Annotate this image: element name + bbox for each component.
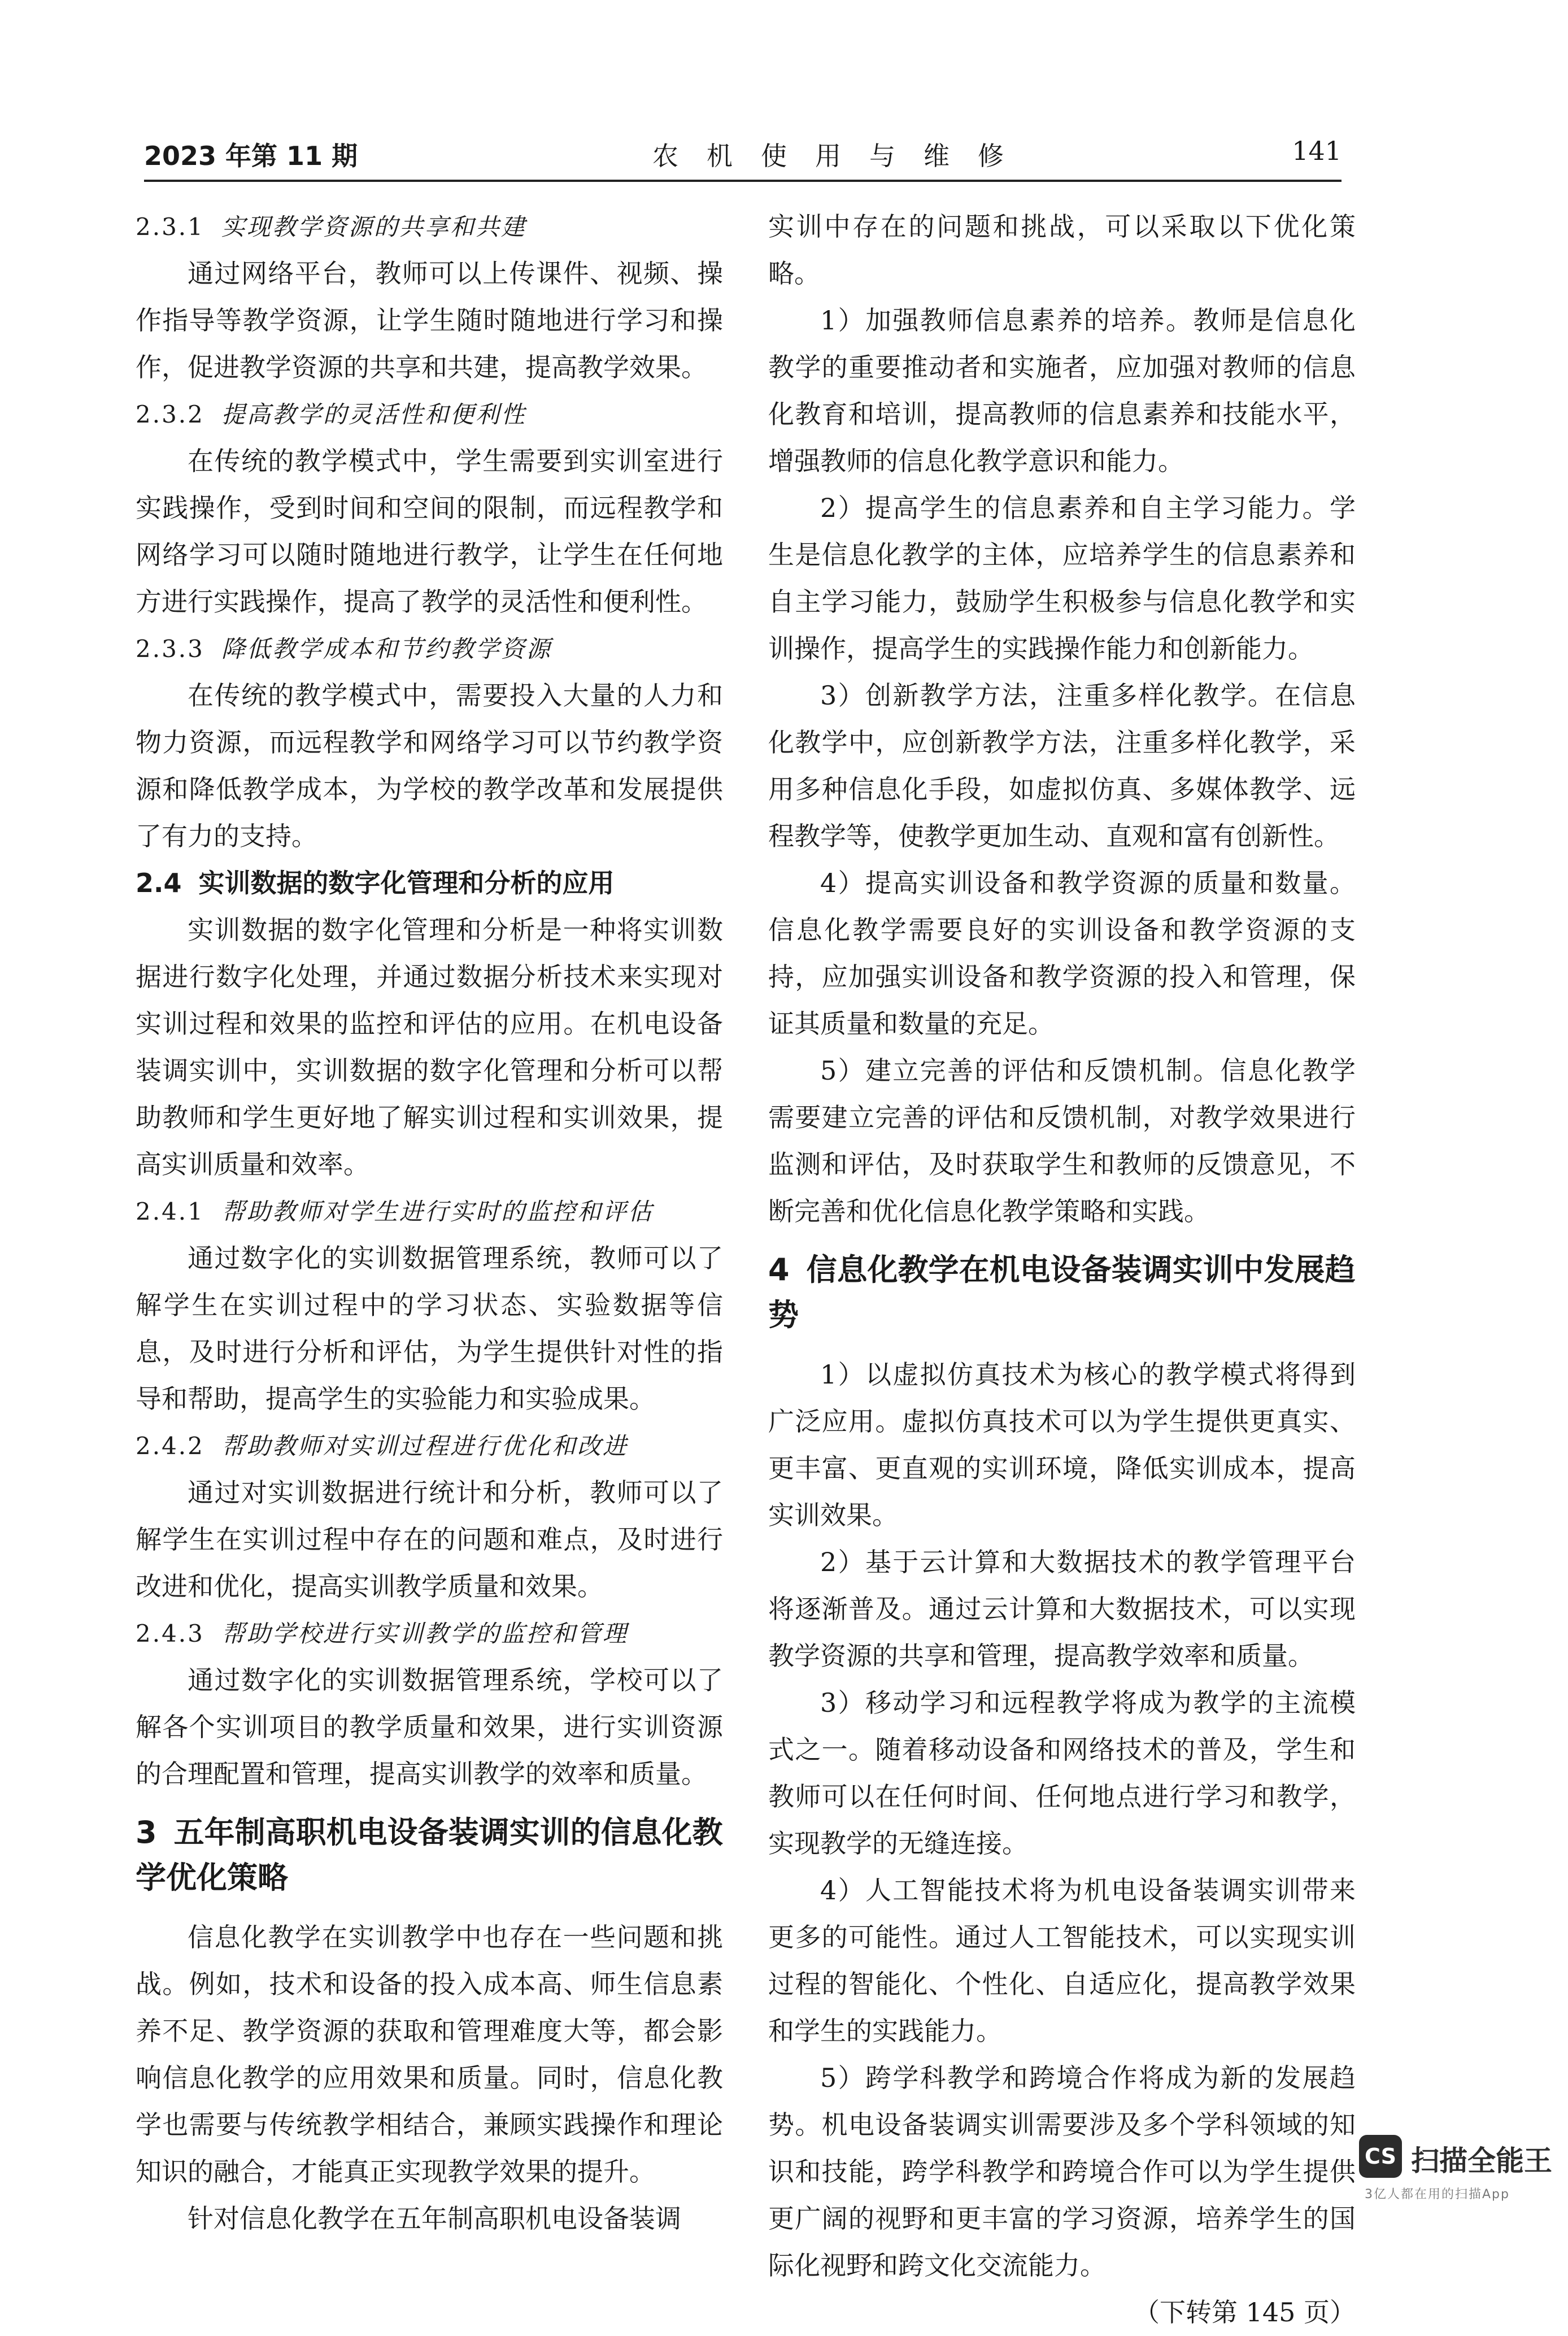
list-item: 1）加强教师信息素养的培养。教师是信息化教学的重要推动者和实施者，应加强对教师的信息化教育和培训，提高教师的信息素养和技能水平，增强教师的信息化教学意识和能力。 (768, 305, 1356, 476)
right-column (768, 203, 1356, 2336)
header-rule (144, 180, 1341, 182)
list-item: 4）提高实训设备和教学资源的质量和数量。信息化教学需要良好的实训设备和教学资源的支持，应加强实训设备和教学资源的投入和管理，保证其质量和数量的充足。 (768, 868, 1356, 1039)
list-item: 4）人工智能技术将为机电设备装调实训带来更多的可能性。通过人工智能技术，可以实现实训过程的智能化、个性化、自适应化，提高教学效果和学生的实践能力。 (768, 1875, 1356, 2046)
left-column (136, 203, 723, 2242)
chapter-heading: 3 五年制高职机电设备装调实训的信息化教学优化策略 (136, 1815, 723, 1895)
paragraph: 针对信息化教学在五年制高职机电设备装调 (188, 2203, 681, 2234)
section-heading: 2.4.3 帮助学校进行实训教学的监控和管理 (136, 1620, 628, 1647)
section-heading: 2.4.1 帮助教师对学生进行实时的监控和评估 (136, 1198, 654, 1225)
paragraph: 通过数字化的实训数据管理系统，学校可以了解各个实训项目的教学质量和效果，进行实训资源的合理配置和管理，提高实训教学的效率和质量。 (136, 1665, 723, 1789)
journal-title: 农机使用与维修 (652, 141, 1032, 171)
paragraph: 实训数据的数字化管理和分析是一种将实训数据进行数字化处理，并通过数据分析技术来实现对实训过程和效果的监控和评估的应用。在机电设备装调实训中，实训数据的数字化管理和分析可以帮助教师和学生更好地了解实训过程和实训效果，提高实训质量和效率。 (136, 915, 723, 1180)
list-item: 5）建立完善的评估和反馈机制。信息化教学需要建立完善的评估和反馈机制，对教学效果进行监测和评估，及时获取学生和教师的反馈意见，不断完善和优化信息化教学策略和实践。 (768, 1055, 1356, 1226)
paragraph: 在传统的教学模式中，需要投入大量的人力和物力资源，而远程教学和网络学习可以节约教学资源和降低教学成本，为学校的教学改革和发展提供了有力的支持。 (136, 680, 723, 851)
cs-logo-icon: CS (1359, 2135, 1402, 2178)
section-heading: 2.3.1 实现教学资源的共享和共建 (136, 213, 526, 241)
watermark-name: 扫描全能王 (1411, 2144, 1552, 2177)
paragraph: 通过对实训数据进行统计和分析，教师可以了解学生在实训过程中存在的问题和难点，及时进行改进和优化，提高实训教学质量和效果。 (136, 1477, 723, 1602)
issue-label: 2023 年第 11 期 (144, 141, 358, 171)
section-heading: 2.3.3 降低教学成本和节约教学资源 (136, 635, 552, 663)
section-heading: 2.4.2 帮助教师对实训过程进行优化和改进 (136, 1432, 628, 1460)
list-item: 5）跨学科教学和跨境合作将成为新的发展趋势。机电设备装调实训需要涉及多个学科领域的知识和技能，跨学科教学和跨境合作可以为学生提供更广阔的视野和更丰富的学习资源，培养学生的国际化视野和跨文化交流能力。 （下转第 145 页） (768, 2055, 1356, 2289)
chapter-heading: 4 信息化教学在机电设备装调实训中发展趋势 (768, 1252, 1356, 1333)
list-item: 2）提高学生的信息素养和自主学习能力。学生是信息化教学的主体，应培养学生的信息素养和自主学习能力，鼓励学生积极参与信息化教学和实训操作，提高学生的实践操作能力和创新能力。 (768, 493, 1356, 664)
page-number: 141 (1292, 136, 1341, 166)
continued-note: （下转第 145 页） (1133, 2297, 1356, 2328)
list-item: 2）基于云计算和大数据技术的教学管理平台将逐渐普及。通过云计算和大数据技术，可以实现教学资源的共享和管理，提高教学效率和质量。 (768, 1547, 1356, 1671)
list-item: 1）以虚拟仿真技术为核心的教学模式将得到广泛应用。虚拟仿真技术可以为学生提供更真实、更丰富、更直观的实训环境，降低实训成本，提高实训效果。 (768, 1359, 1356, 1530)
list-item: 3）创新教学方法，注重多样化教学。在信息化教学中，应创新教学方法，注重多样化教学，采用多种信息化手段，如虚拟仿真、多媒体教学、远程教学等，使教学更加生动、直观和富有创新性。 (768, 680, 1356, 851)
section-heading: 2.3.2 提高教学的灵活性和便利性 (136, 401, 526, 428)
paragraph: 在传统的教学模式中，学生需要到实训室进行实践操作，受到时间和空间的限制，而远程教学和网络学习可以随时随地进行教学，让学生在任何地方进行实践操作，提高了教学的灵活性和便利性。 (136, 446, 723, 617)
paragraph: 通过网络平台，教师可以上传课件、视频、操作指导等教学资源，让学生随时随地进行学习和操作，促进教学资源的共享和共建，提高教学效果。 (136, 258, 723, 382)
paragraph: 信息化教学在实训教学中也存在一些问题和挑战。例如，技术和设备的投入成本高、师生信息素养不足、教学资源的获取和管理难度大等，都会影响信息化教学的应用效果和质量。同时，信息化教学也需要与传统教学相结合，兼顾实践操作和理论知识的融合，才能真正实现教学效果的提升。 (136, 1922, 723, 2187)
scanner-watermark (1359, 2135, 1552, 2203)
section-heading: 2.4 实训数据的数字化管理和分析的应用 (136, 868, 615, 898)
watermark-tagline: 3亿人都在用的扫描App (1365, 2187, 1510, 2202)
paragraph: 实训中存在的问题和挑战，可以采取以下优化策略。 (768, 211, 1356, 289)
list-item: 3）移动学习和远程教学将成为教学的主流模式之一。随着移动设备和网络技术的普及，学生和教师可以在任何时间、任何地点进行学习和教学，实现教学的无缝连接。 (768, 1687, 1356, 1859)
page-header (144, 136, 1341, 181)
paragraph: 通过数字化的实训数据管理系统，教师可以了解学生在实训过程中的学习状态、实验数据等信息，及时进行分析和评估，为学生提供针对性的指导和帮助，提高学生的实验能力和实验成果。 (136, 1243, 723, 1414)
